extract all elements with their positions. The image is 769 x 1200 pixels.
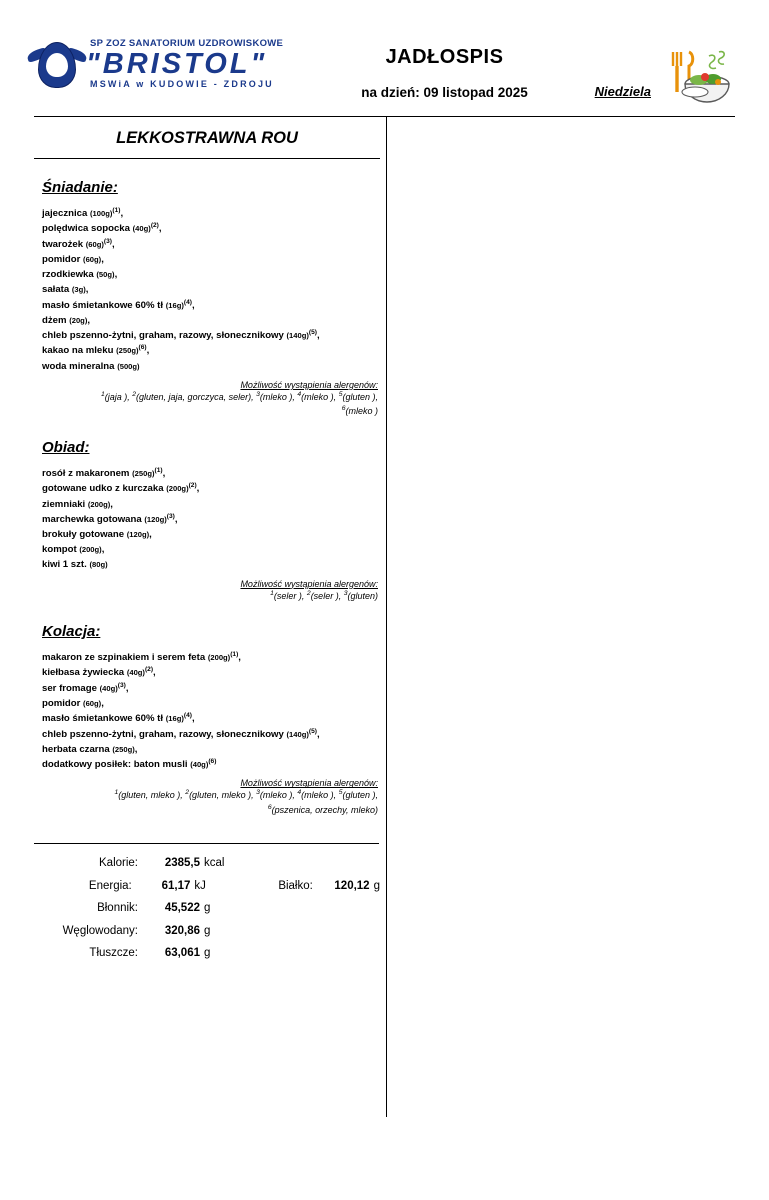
dish-allergen-ref: (3)	[166, 512, 175, 520]
menu-column-right	[387, 117, 735, 1117]
dish-item	[42, 298, 380, 313]
dish-item	[42, 466, 380, 481]
logo-line-institution: SP ZOZ SANATORIUM UZDROWISKOWE	[90, 38, 284, 49]
dish-separator: ,	[238, 652, 241, 664]
title-block	[334, 36, 555, 100]
nutrition-extra-label: Białko:	[278, 879, 313, 892]
dish-separator: ,	[158, 223, 162, 235]
dish-separator: ,	[191, 713, 195, 725]
dish-allergen-ref: (5)	[308, 329, 317, 336]
dish-name: chleb pszenno-żytni, graham, razowy, słonecznikowy	[42, 728, 284, 740]
dish-list	[42, 466, 380, 573]
dish-item	[42, 742, 380, 757]
day-of-week: Niedziela	[594, 84, 651, 99]
menu-column-left	[34, 117, 386, 1117]
dish-portion: (500g)	[117, 361, 140, 371]
dish-item	[42, 711, 380, 726]
mswia-emblem-icon	[34, 40, 80, 92]
dish-name: kiełbasa żywiecka	[42, 667, 125, 679]
allergen-block	[34, 579, 380, 604]
nutrition-label: Energia:	[88, 879, 132, 892]
dish-item	[42, 527, 380, 542]
dish-portion: (3g)	[71, 285, 86, 295]
allergen-header: Możliwość wystąpienia alergenów:	[240, 578, 378, 589]
dish-name: kiwi 1 szt.	[42, 559, 87, 571]
page-title: JADŁOSPIS	[385, 46, 504, 68]
dish-separator: ,	[146, 345, 150, 357]
nutrition-value: 2385,5	[164, 857, 200, 870]
dish-name: ser fromage	[42, 682, 97, 694]
dish-name: masło śmietankowe 60% tł	[42, 713, 164, 725]
dish-name: rosół z makaronem	[42, 468, 130, 480]
dish-allergen-ref: (2)	[144, 666, 154, 674]
nutrition-unit: kcal	[204, 857, 225, 870]
dish-allergen-ref: (3)	[117, 681, 126, 689]
nutrition-row	[34, 875, 380, 897]
dish-item	[42, 267, 380, 282]
dish-portion: (40g)	[132, 224, 151, 234]
dish-separator: ,	[134, 743, 138, 755]
dish-allergen-ref: (1)	[230, 651, 239, 658]
dish-separator: ,	[101, 254, 104, 266]
dish-name: dżem	[42, 314, 67, 326]
dish-separator: ,	[174, 513, 178, 525]
allergen-line: $^1$(gluten, mleko ), $^2$(gluten, mleko ), $^3$(mleko ), $^4$(mleko ), $^5$(gluten ),	[114, 789, 378, 801]
dish-item	[42, 343, 380, 358]
dish-portion: (40g)	[99, 683, 118, 693]
dish-item	[42, 481, 380, 496]
dish-separator: ,	[153, 667, 156, 679]
dish-allergen-ref: (3)	[103, 237, 112, 245]
dish-portion: (250g)	[112, 744, 135, 754]
dish-item	[42, 252, 380, 267]
dish-name: brokuły gotowane	[42, 529, 125, 541]
allergen-line: $^1$(jaja ), $^2$(gluten, jaja, gorczyca, seler), $^3$(mleko ), $^4$(mleko ), $^5$(gluten ),	[100, 390, 378, 402]
dish-portion: (40g)	[190, 760, 209, 770]
dish-item	[42, 696, 380, 711]
allergen-line: $^6$(mleko )	[341, 405, 378, 417]
dish-portion: (80g)	[89, 560, 108, 570]
dish-separator: ,	[149, 529, 152, 541]
nutrition-label: Błonnik:	[97, 902, 138, 915]
dish-portion: (200g)	[166, 484, 189, 494]
dish-name: gotowane udko z kurczaka	[42, 483, 164, 495]
dish-name: marchewka gotowana	[42, 513, 142, 525]
dish-allergen-ref: (2)	[188, 482, 197, 490]
allergen-line: $^1$(seler ), $^2$(seler ), $^3$(gluten)	[270, 589, 378, 601]
dish-name: kakao na mleku	[42, 345, 114, 357]
logo-line-brand: "BRISTOL"	[86, 48, 268, 80]
dish-name: rzodkiewka	[42, 269, 94, 281]
dish-separator: ,	[196, 483, 200, 495]
dish-item	[42, 681, 380, 696]
dish-separator: ,	[114, 269, 118, 281]
dish-portion: (200g)	[207, 653, 231, 663]
dish-separator: ,	[101, 544, 105, 556]
dish-item	[42, 757, 380, 772]
nutrition-value: 63,061	[164, 947, 200, 960]
meal-section	[34, 179, 380, 419]
dish-portion: (60g)	[85, 239, 104, 249]
dish-name: herbata czarna	[42, 743, 110, 755]
dish-item	[42, 512, 380, 527]
dish-allergen-ref: (6)	[208, 758, 217, 766]
dish-separator: ,	[85, 284, 89, 296]
emblem-label: MSWiA	[47, 48, 67, 54]
nutrition-row	[34, 897, 380, 919]
dish-name: jajecznica	[42, 208, 88, 220]
dish-separator: ,	[120, 208, 124, 220]
dish-allergen-ref: (6)	[138, 344, 147, 352]
dish-allergen-ref: (1)	[154, 466, 163, 474]
nutrition-extra-unit: g	[373, 879, 380, 892]
sanatorium-logo	[34, 36, 334, 92]
dish-portion: (120g)	[144, 514, 167, 524]
allergen-header: Możliwość wystąpienia alergenów:	[240, 379, 378, 390]
allergen-block	[34, 778, 380, 817]
nutrition-unit: g	[204, 924, 211, 937]
nutrition-row	[34, 920, 380, 942]
nutrition-rows	[34, 852, 380, 964]
dish-name: woda mineralna	[42, 360, 115, 372]
day-block	[555, 36, 735, 108]
diet-name: LEKKOSTRAWNA ROU	[116, 129, 298, 147]
meal-section	[34, 439, 380, 603]
allergen-line: $^6$(pszenica, orzechy, mleko)	[267, 803, 378, 815]
dish-item	[42, 665, 380, 680]
dish-name: masło śmietankowe 60% tł	[42, 299, 164, 311]
dish-name: dodatkowy posiłek: baton musli	[42, 759, 188, 771]
meal-title: Kolacja:	[42, 623, 101, 640]
dish-portion: (20g)	[69, 315, 88, 325]
nutrition-label: Węglowodany:	[62, 924, 138, 937]
menu-date: na dzień: 09 listopad 2025	[361, 85, 528, 100]
nutrition-unit: g	[204, 947, 211, 960]
nutrition-extra-value: 120,12	[334, 879, 370, 892]
meal-title: Śniadanie:	[42, 179, 118, 196]
meal-plate-icon	[661, 46, 735, 108]
nutrition-row	[34, 942, 380, 964]
dish-portion: (16g)	[165, 300, 184, 310]
dish-separator: ,	[125, 682, 129, 694]
nutrition-unit: g	[204, 902, 211, 915]
dish-portion: (140g)	[286, 729, 309, 739]
menu-body	[34, 117, 735, 1117]
dish-portion: (200g)	[87, 499, 111, 509]
dish-name: polędwica sopocka	[42, 223, 130, 235]
dish-item	[42, 497, 380, 512]
logo-line-location: MSWiA w KUDOWIE - ZDROJU	[90, 79, 274, 90]
dish-portion: (60g)	[83, 699, 102, 709]
dish-portion: (40g)	[126, 668, 145, 678]
meal-title: Obiad:	[42, 438, 90, 456]
nutrition-unit: kJ	[194, 879, 206, 892]
dish-name: pomidor	[42, 698, 81, 710]
dish-portion: (100g)	[90, 209, 113, 219]
meals-container	[34, 179, 380, 817]
dish-portion: (120g)	[126, 530, 150, 540]
dish-name: sałata	[42, 284, 70, 296]
dish-item	[42, 359, 380, 374]
dish-portion: (50g)	[96, 270, 115, 280]
nutrition-value: 61,17	[161, 879, 191, 892]
dish-item	[42, 206, 380, 221]
dish-name: kompot	[42, 544, 77, 556]
dish-item	[42, 237, 380, 252]
dish-item	[42, 313, 380, 328]
dish-name: ziemniaki	[42, 498, 86, 510]
dish-name: chleb pszenno-żytni, graham, razowy, słonecznikowy	[42, 330, 284, 342]
nutrition-summary	[34, 843, 380, 964]
nutrition-value: 45,522	[164, 902, 200, 915]
nutrition-label: Tłuszcze:	[89, 947, 138, 960]
dish-separator: ,	[316, 728, 320, 740]
dish-separator: ,	[87, 314, 91, 326]
dish-portion: (200g)	[79, 545, 102, 555]
dish-item	[42, 328, 380, 343]
dish-item	[42, 727, 380, 742]
dish-item	[42, 282, 380, 297]
dish-item	[42, 650, 380, 665]
dish-separator: ,	[101, 698, 104, 710]
meal-section	[34, 623, 380, 817]
dish-portion: (250g)	[132, 469, 155, 479]
dish-list	[42, 650, 380, 772]
diet-divider	[34, 158, 380, 159]
dish-name: makaron ze szpinakiem i serem feta	[42, 652, 206, 664]
nutrition-divider	[34, 843, 379, 844]
dish-separator: ,	[162, 468, 166, 480]
dish-separator: ,	[110, 498, 113, 510]
dish-allergen-ref: (2)	[150, 222, 159, 230]
nutrition-label: Kalorie:	[99, 857, 138, 870]
dish-allergen-ref: (4)	[183, 298, 192, 306]
dish-item	[42, 221, 380, 236]
dish-portion: (16g)	[165, 714, 184, 724]
dish-name: twarożek	[42, 238, 84, 250]
dish-list	[42, 206, 380, 374]
dish-portion: (140g)	[286, 331, 309, 341]
dish-allergen-ref: (1)	[112, 207, 121, 214]
nutrition-value: 320,86	[164, 924, 200, 937]
nutrition-row	[34, 852, 380, 874]
dish-allergen-ref: (4)	[183, 712, 192, 720]
allergen-header: Możliwość wystąpienia alergenów:	[240, 778, 378, 789]
document-header	[34, 30, 735, 108]
dish-portion: (250g)	[116, 346, 139, 356]
dish-portion: (60g)	[83, 255, 102, 265]
dish-separator: ,	[191, 299, 195, 311]
allergen-block	[34, 380, 380, 419]
dish-separator: ,	[316, 330, 320, 342]
dish-item	[42, 542, 380, 557]
dish-allergen-ref: (5)	[308, 727, 317, 735]
dish-separator: ,	[111, 238, 115, 250]
dish-item	[42, 557, 380, 572]
logo-text	[86, 36, 283, 89]
dish-name: pomidor	[42, 254, 81, 266]
